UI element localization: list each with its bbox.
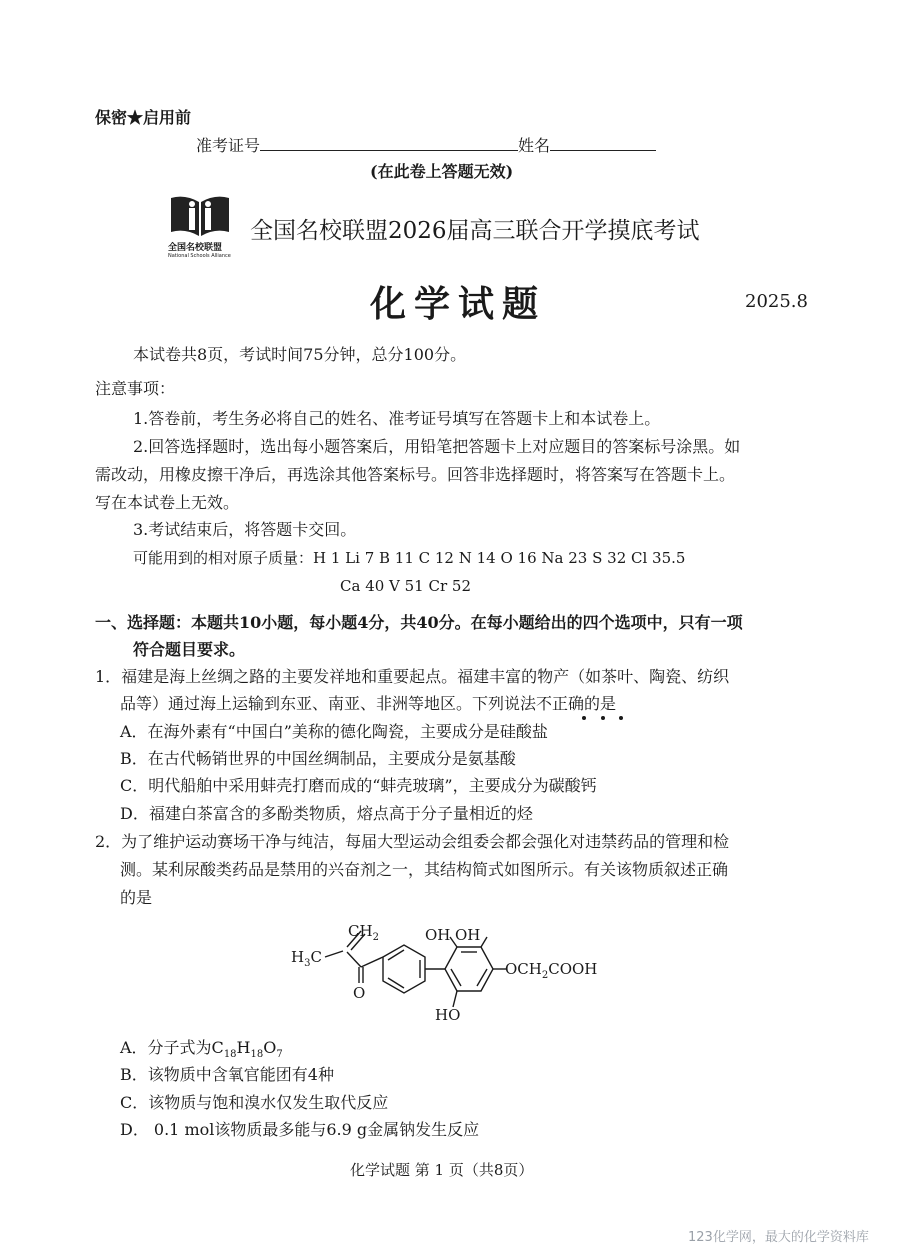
section-1-heading-line-2: 符合题目要求。 bbox=[133, 640, 246, 659]
intro-text: 本试卷共8页，考试时间75分钟，总分100分。 bbox=[133, 345, 467, 364]
invalid-note: (在此卷上答题无效) bbox=[370, 162, 514, 181]
name-field[interactable] bbox=[550, 150, 656, 151]
q1-stem-line-2: 品等）通过海上运输到东亚、南亚、非洲等地区。下列说法不正确的是 bbox=[120, 694, 617, 713]
q1-option-b[interactable]: B．在古代畅销世界的中国丝绸制品，主要成分是氨基酸 bbox=[120, 749, 516, 768]
notice-item-2-line-1: 2.回答选择题时，选出每小题答案后，用铅笔把答题卡上对应题目的答案标号涂黑。如 bbox=[133, 437, 741, 456]
exam-id-field[interactable] bbox=[260, 150, 518, 151]
logo-name-en: National Schools Alliance bbox=[168, 253, 231, 259]
notice-item-2-line-3: 写在本试卷上无效。 bbox=[95, 493, 240, 512]
hydroxyl-group-2: OH bbox=[455, 926, 481, 944]
atomic-masses-line-1: 可能用到的相对原子质量：H 1 Li 7 B 11 C 12 N 14 O 16 Na 23 S 32 Cl 35.5 bbox=[133, 549, 686, 567]
section-1-heading-line-1: 一、选择题：本题共10小题，每小题4分，共40分。在每小题给出的四个选项中，只有一项 bbox=[95, 613, 743, 632]
q1-option-c[interactable]: C．明代船舶中采用蚌壳打磨而成的“蚌壳玻璃”，主要成分为碳酸钙 bbox=[120, 776, 597, 795]
ch2-group: $CH_2$ bbox=[348, 922, 379, 943]
notice-item-1: 1.答卷前，考生务必将自己的姓名、准考证号填写在答题卡上和本试卷上。 bbox=[133, 409, 661, 428]
q2-option-b[interactable]: B．该物质中含氧官能团有4种 bbox=[120, 1065, 334, 1084]
q2-stem-line-3: 的是 bbox=[120, 888, 153, 907]
notice-heading: 注意事项： bbox=[95, 379, 176, 398]
exam-id-label: 准考证号 bbox=[196, 136, 261, 155]
q2-stem-line-1: 2．为了维护运动赛场干净与纯洁，每届大型运动会组委会都会强化对违禁药品的管理和检 bbox=[95, 832, 730, 851]
logo-name-cn: 全国名校联盟 bbox=[168, 243, 223, 253]
exam-date: 2025.8 bbox=[745, 291, 808, 312]
book-icon bbox=[165, 192, 235, 240]
notice-item-3: 3.考试结束后，将答题卡交回。 bbox=[133, 520, 357, 539]
emphasis-dot bbox=[582, 716, 586, 720]
chemical-structure bbox=[285, 915, 615, 1027]
q1-stem-line-1: 1．福建是海上丝绸之路的主要发祥地和重要起点。福建丰富的物产（如茶叶、陶瓷、纺织 bbox=[95, 667, 730, 686]
hydroxyl-group-1: OH bbox=[425, 926, 451, 944]
ketone-oxygen: O bbox=[353, 984, 366, 1002]
subject-title: 化学试题 bbox=[370, 283, 547, 325]
methyl-group: $H_3C$ bbox=[291, 948, 322, 969]
hydroxyl-group-3: HO bbox=[435, 1006, 461, 1024]
notice-item-2-line-2: 需改动，用橡皮擦干净后，再选涂其他答案标号。回答非选择题时，将答案写在答题卡上。 bbox=[95, 465, 736, 484]
q2-option-c[interactable]: C．该物质与饱和溴水仅发生取代反应 bbox=[120, 1093, 389, 1112]
exam-id-row bbox=[196, 134, 656, 158]
atomic-masses-line-2: Ca 40 V 51 Cr 52 bbox=[340, 577, 472, 595]
oxyacetic-acid-group: $OCH_2COOH$ bbox=[505, 960, 598, 981]
secret-label: 保密★启用前 bbox=[95, 108, 192, 127]
q1-option-d[interactable]: D．福建白茶富含的多酚类物质，熔点高于分子量相近的烃 bbox=[120, 804, 533, 823]
emphasis-dot bbox=[619, 716, 623, 720]
watermark-text: 123化学网，最大的化学资料库 bbox=[688, 1230, 869, 1245]
page-footer: 化学试题 第 1 页（共8页） bbox=[350, 1161, 534, 1179]
q2-stem-line-2: 测。某利尿酸类药品是禁用的兴奋剂之一，其结构简式如图所示。有关该物质叙述正确 bbox=[120, 860, 729, 879]
q2-option-d[interactable]: D． 0.1 mol该物质最多能与6.9 g金属钠发生反应 bbox=[120, 1120, 480, 1139]
exam-title: 全国名校联盟2026届高三联合开学摸底考试 bbox=[250, 218, 700, 244]
alliance-logo bbox=[165, 192, 235, 262]
q1-option-a[interactable]: A．在海外素有“中国白”美称的德化陶瓷，主要成分是硅酸盐 bbox=[120, 722, 548, 741]
q2-option-a[interactable]: A．分子式为$C_{18}H_{18}O_7$ bbox=[120, 1038, 283, 1061]
emphasis-dot bbox=[601, 716, 605, 720]
name-label: 姓名 bbox=[518, 136, 551, 155]
